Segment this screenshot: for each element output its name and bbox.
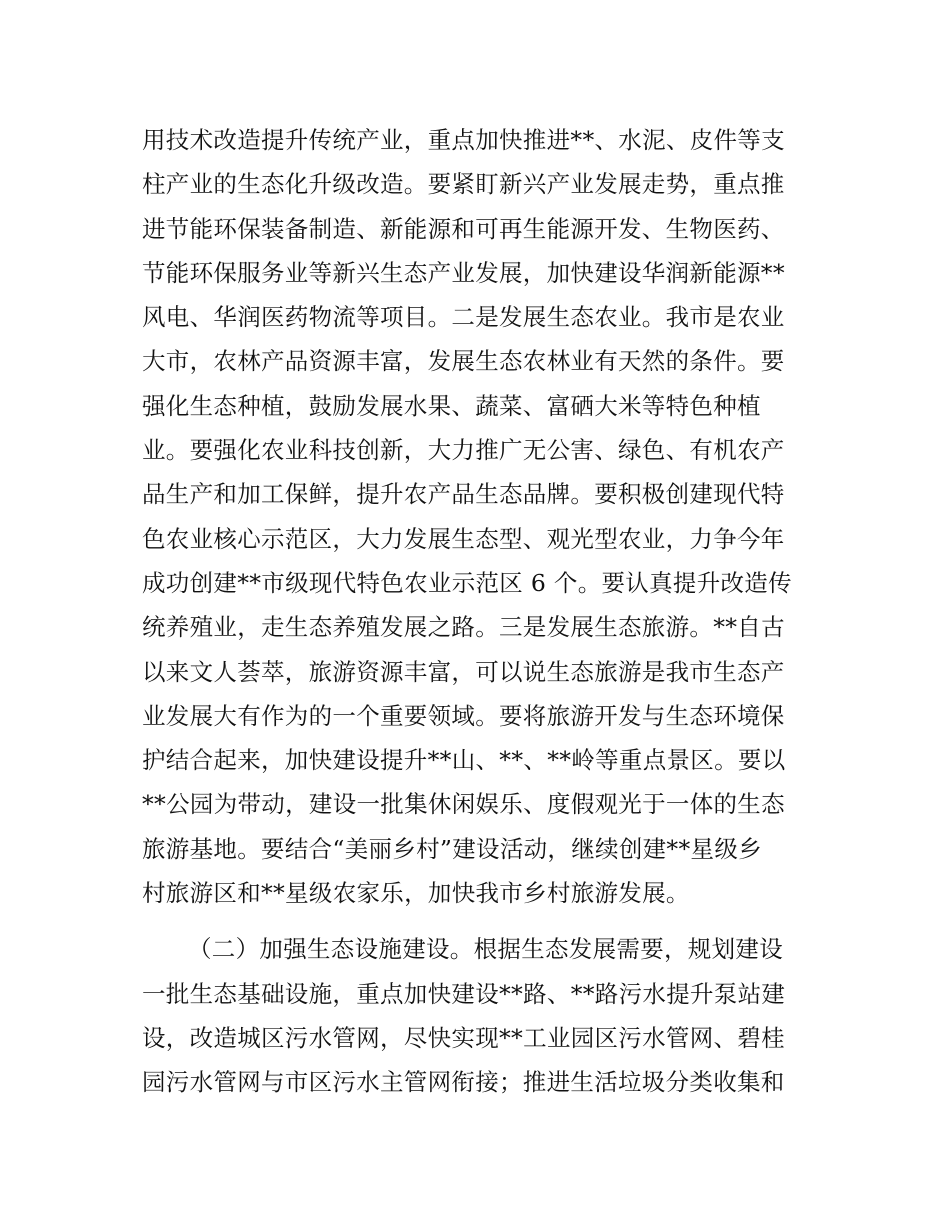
text-line: **公园为带动，建设一批集休闲娱乐、度假观光于一体的生态	[142, 790, 785, 819]
text-line: 成功创建**市级现代特色农业示范区 6 个。要认真提升改造传	[142, 568, 792, 597]
text-line: 园污水管网与市区污水主管网衔接；推进生活垃圾分类收集和	[142, 1068, 785, 1097]
paragraph-gap	[142, 915, 822, 927]
text-line: 业。要强化农业科技创新，大力推广无公害、绿色、有机农产	[142, 436, 785, 465]
text-line: 以来文人荟萃，旅游资源丰富，可以说生态旅游是我市生态产	[142, 657, 785, 686]
text-line: 村旅游区和**星级农家乐，加快我市乡村旅游发展。	[142, 879, 690, 908]
text-line: 护结合起来，加快建设提升**山、**、**岭等重点景区。要以	[142, 746, 786, 775]
text-line: 用技术改造提升传统产业，重点加快推进**、水泥、皮件等支	[142, 126, 785, 154]
text-line: 统养殖业，走生态养殖发展之路。三是发展生态旅游。**自古	[142, 613, 785, 642]
text-line: 色农业核心示范区，大力发展生态型、观光型农业，力争今年	[142, 524, 785, 553]
text-line: 旅游基地。要结合“美丽乡村”建设活动，继续创建**星级乡	[142, 834, 762, 863]
paragraph-1	[142, 118, 822, 915]
text-line: 柱产业的生态化升级改造。要紧盯新兴产业发展走势，重点推	[142, 170, 785, 199]
text-line: 节能环保服务业等新兴生态产业发展，加快建设华润新能源**	[142, 258, 785, 287]
text-line: 品生产和加工保鲜，提升农产品生态品牌。要积极创建现代特	[142, 480, 785, 509]
text-line: 大市，农林产品资源丰富，发展生态农林业有天然的条件。要	[142, 347, 785, 376]
text-line: 强化生态种植，鼓励发展水果、蔬菜、富硒大米等特色种植	[142, 391, 761, 420]
document-body	[142, 118, 822, 1105]
text-line: 业发展大有作为的一个重要领域。要将旅游开发与生态环境保	[142, 701, 785, 730]
text-line: 风电、华润医药物流等项目。二是发展生态农业。我市是农业	[142, 303, 785, 332]
text-line: 设，改造城区污水管网，尽快实现**工业园区污水管网、碧桂	[142, 1023, 785, 1052]
text-line: 一批生态基础设施，重点加快建设**路、**路污水提升泵站建	[142, 979, 786, 1008]
text-line: （二）加强生态设施建设。根据生态发展需要，规划建设	[188, 935, 783, 964]
paragraph-2	[142, 927, 822, 1104]
text-line: 进节能环保装备制造、新能源和可再生能源开发、生物医药、	[142, 214, 785, 243]
